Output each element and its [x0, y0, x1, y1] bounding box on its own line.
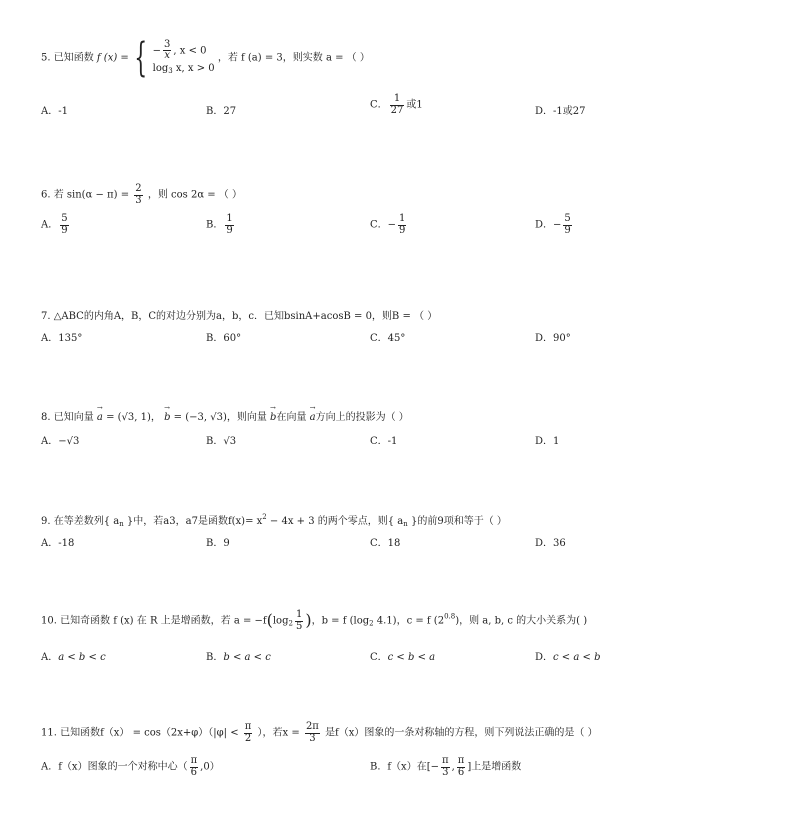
q11-option-a[interactable]	[41, 756, 220, 778]
q10-option-c-value: c < b < a	[387, 652, 436, 663]
q10-frac-num: 1	[295, 609, 303, 620]
q5-case1-cond: , x < 0	[173, 45, 207, 57]
q6-option-c-num: 1	[399, 213, 406, 224]
q10-option-c[interactable]	[370, 648, 435, 663]
q8-vector-a: → a	[97, 412, 103, 423]
q9-option-c[interactable]	[370, 534, 400, 549]
q11-option-b-den2: 6	[457, 766, 465, 778]
q6-den: 3	[135, 194, 142, 206]
q7-option-b[interactable]	[206, 329, 241, 344]
q5-option-c-label: C．	[370, 99, 388, 111]
q9-mid: }中，若a3，a7是函数f(x)= x	[123, 516, 263, 527]
q11-option-a-label: A．	[41, 761, 59, 773]
q8-a-value: = (√3, 1)，	[102, 412, 161, 423]
q8-vector-b-2: → b	[270, 412, 276, 423]
q5-option-b-label: B．	[206, 106, 224, 117]
q8-option-b[interactable]	[206, 432, 236, 447]
q5-case1-den: x	[164, 50, 171, 62]
q9-sub-n: n	[119, 520, 124, 528]
q5-option-d-value: -1或27	[553, 106, 586, 117]
question-11-stem	[41, 722, 598, 744]
q9-option-b-label: B．	[206, 538, 224, 549]
q11-option-b-post: ]上是增函数	[467, 761, 522, 773]
q9-option-c-value: 18	[387, 538, 401, 549]
question-5-stem	[41, 35, 370, 81]
q5-option-a[interactable]	[41, 102, 68, 117]
q9-option-a[interactable]	[41, 534, 74, 549]
q11-option-a-pre: f（x）图象的一个对称中心（	[58, 761, 188, 773]
q11-option-b-num1: π	[441, 755, 449, 766]
q6-option-c-sign: −	[387, 219, 397, 231]
q10-option-d-value: c < a < b	[553, 652, 601, 663]
q7-option-d-label: D．	[535, 333, 554, 344]
q9-option-d-label: D．	[535, 538, 554, 549]
q9-option-a-value: -18	[58, 538, 75, 549]
q8-mid: 在向量	[276, 412, 307, 423]
q8-prefix: 8. 已知向量	[41, 412, 94, 423]
q10-option-b-label: B．	[206, 652, 224, 663]
q5-option-a-label: A．	[41, 106, 59, 117]
q7-option-c-label: C．	[370, 333, 388, 344]
q6-option-d[interactable]	[535, 214, 574, 236]
q11-option-b-sep: ,	[451, 761, 455, 773]
q10-option-b[interactable]	[206, 648, 271, 663]
q11-option-b-pre: f（x）在[−	[387, 761, 439, 773]
q5-case2-base: 3	[168, 66, 173, 75]
q6-option-c-den: 9	[399, 224, 406, 236]
q6-option-a-den: 9	[61, 224, 68, 236]
question-6-stem	[41, 184, 242, 206]
q9-sub-n2: n	[403, 520, 408, 528]
q8-suffix: 方向上的投影为（ ）	[315, 412, 409, 423]
q11-option-b-num2: π	[457, 755, 465, 766]
q5-fx: f (x) =	[96, 52, 129, 64]
q6-option-b[interactable]	[206, 214, 236, 236]
q11-x-den: 3	[309, 732, 316, 744]
q8-option-c[interactable]	[370, 432, 397, 447]
q11-x-num: 2π	[305, 721, 319, 732]
q5-suffix: ，若 f (a) = 3，则实数 a = （ ）	[217, 52, 370, 64]
q5-case2-rest: x, x > 0	[172, 62, 215, 74]
q8-option-b-value: √3	[223, 436, 237, 447]
q5-option-b-value: 27	[223, 106, 237, 117]
q5-option-c-suffix: 或1	[406, 99, 423, 111]
q7-option-a[interactable]	[41, 329, 82, 344]
q8-option-a-label: A．	[41, 436, 59, 447]
q6-option-a-label: A．	[41, 219, 59, 231]
q11-option-b[interactable]	[370, 756, 521, 778]
q10-mid2: 4.1)，c = f (2	[373, 615, 445, 627]
q10-prefix: 10. 已知奇函数 f (x) 在 R 上是增函数，若 a = −f	[41, 615, 267, 627]
q5-option-c-num: 1	[390, 94, 405, 106]
q9-sup-2: 2	[262, 513, 267, 521]
q8-option-d-value: 1	[553, 436, 560, 447]
q7-option-a-label: A．	[41, 333, 59, 344]
q7-option-b-label: B．	[206, 333, 224, 344]
q5-option-d[interactable]	[535, 102, 586, 117]
q10-log2-base: 2	[369, 619, 374, 628]
q7-option-d-value: 90°	[553, 333, 571, 344]
q6-option-d-sign: −	[553, 219, 562, 231]
q11-pi-num: π	[244, 721, 252, 732]
q11-option-a-post: ,0）	[200, 761, 220, 773]
q8-option-c-label: C．	[370, 436, 388, 447]
q5-case2: log	[152, 62, 169, 74]
q10-option-d-label: D．	[535, 652, 554, 663]
q10-option-a-value: a < b < c	[58, 652, 106, 663]
q8-b-value: = (−3, √3)，则向量	[170, 412, 267, 423]
q7-option-d[interactable]	[535, 329, 571, 344]
q5-prefix: 5. 已知函数	[41, 52, 94, 64]
q11-option-b-label: B．	[370, 761, 388, 773]
q6-option-d-num: 5	[564, 213, 571, 224]
q9-option-b[interactable]	[206, 534, 230, 549]
q11-option-a-den: 6	[190, 766, 198, 778]
q8-option-c-value: -1	[387, 436, 398, 447]
q10-suffix: )，则 a, b, c 的大小关系为( )	[455, 615, 588, 627]
q6-option-a-num: 5	[61, 213, 68, 224]
question-7-stem: 7. △ABC的内角A，B，C的对边分别为a，b，c．已知bsinA+acosB = 0，则B = （ ）	[41, 311, 438, 322]
q8-vector-b: → b	[164, 412, 170, 423]
q5-cases: − $\frac{3}{x}$ , x < 0 $\log_3 x$, x > 0	[152, 38, 215, 75]
q6-option-c-label: C．	[370, 219, 388, 231]
q5-brace: {	[134, 35, 148, 81]
question-8-stem	[41, 408, 409, 423]
q6-option-b-label: B．	[206, 219, 224, 231]
q5-option-c-den: 27	[390, 104, 404, 116]
q6-num: 2	[135, 183, 142, 194]
q11-pi-den: 2	[244, 732, 252, 744]
q11-option-a-num: π	[190, 755, 198, 766]
q10-log1-base: 2	[288, 619, 293, 628]
q6-option-a[interactable]	[41, 214, 71, 236]
q11-option-b-den1: 3	[442, 766, 449, 778]
q10-exponent: 0.8	[444, 612, 456, 621]
q9-suffix: }的前9项和等于（ ）	[407, 516, 507, 527]
q10-option-a[interactable]	[41, 648, 106, 663]
q5-option-b[interactable]	[206, 102, 236, 117]
q8-vector-a-2: → a	[310, 412, 316, 423]
q9-prefix: 9. 在等差数列{ a	[41, 516, 120, 527]
q10-option-c-label: C．	[370, 652, 388, 663]
q11-prefix: 11. 已知函数f（x） = cos（2x+φ）（|φ| <	[41, 727, 239, 739]
q6-option-d-label: D．	[535, 219, 554, 231]
q6-option-b-den: 9	[226, 224, 233, 236]
q5-option-c[interactable]	[370, 94, 423, 116]
q9-option-d-value: 36	[553, 538, 566, 549]
q10-option-a-label: A．	[41, 652, 59, 663]
q7-option-c[interactable]	[370, 329, 405, 344]
q6-option-b-num: 1	[226, 213, 233, 224]
q6-prefix: 6. 若 sin(α − π) =	[41, 189, 130, 201]
q9-option-b-value: 9	[223, 538, 230, 549]
q8-option-a[interactable]	[41, 432, 79, 447]
q6-option-d-den: 9	[564, 224, 571, 236]
q10-frac-den: 5	[295, 620, 303, 632]
q9-option-a-label: A．	[41, 538, 59, 549]
q7-option-b-value: 60°	[223, 333, 242, 344]
q10-option-d[interactable]	[535, 648, 600, 663]
q10-log1: log	[272, 615, 289, 627]
q11-suffix: 是f（x）图象的一条对称轴的方程，则下列说法正确的是（ ）	[325, 727, 598, 739]
q8-option-d-label: D．	[535, 436, 554, 447]
q10-option-b-value: b < a < c	[223, 652, 271, 663]
q10-mid1: ，b = f (log	[311, 615, 370, 627]
q8-option-d[interactable]	[535, 432, 559, 447]
question-9-stem	[41, 512, 507, 528]
q6-option-c[interactable]	[370, 214, 408, 236]
q8-option-a-value: −√3	[58, 436, 80, 447]
q7-option-a-value: 135°	[58, 333, 83, 344]
q6-suffix: ，则 cos 2α = （ ）	[147, 189, 242, 201]
q5-option-a-value: -1	[58, 106, 68, 117]
q11-mid: ），若x =	[257, 727, 300, 739]
q7-option-c-value: 45°	[387, 333, 406, 344]
q5-case1-num: 3	[164, 38, 171, 50]
q9-mid2: − 4x + 3 的两个零点，则{ a	[266, 516, 404, 527]
question-10-stem: 10. 已知奇函数 f (x) 在 R 上是增函数，若 $a = -f(\log_2$ $\frac{1}{5}$ )，b = f ($\log_2$ 4.1)，c = f $(2^{0.8})$，则 a, b, c 的大小关系为( )	[41, 609, 588, 632]
q5-option-d-label: D．	[535, 106, 554, 117]
q9-option-d[interactable]	[535, 534, 566, 549]
q8-option-b-label: B．	[206, 436, 224, 447]
q9-option-c-label: C．	[370, 538, 388, 549]
